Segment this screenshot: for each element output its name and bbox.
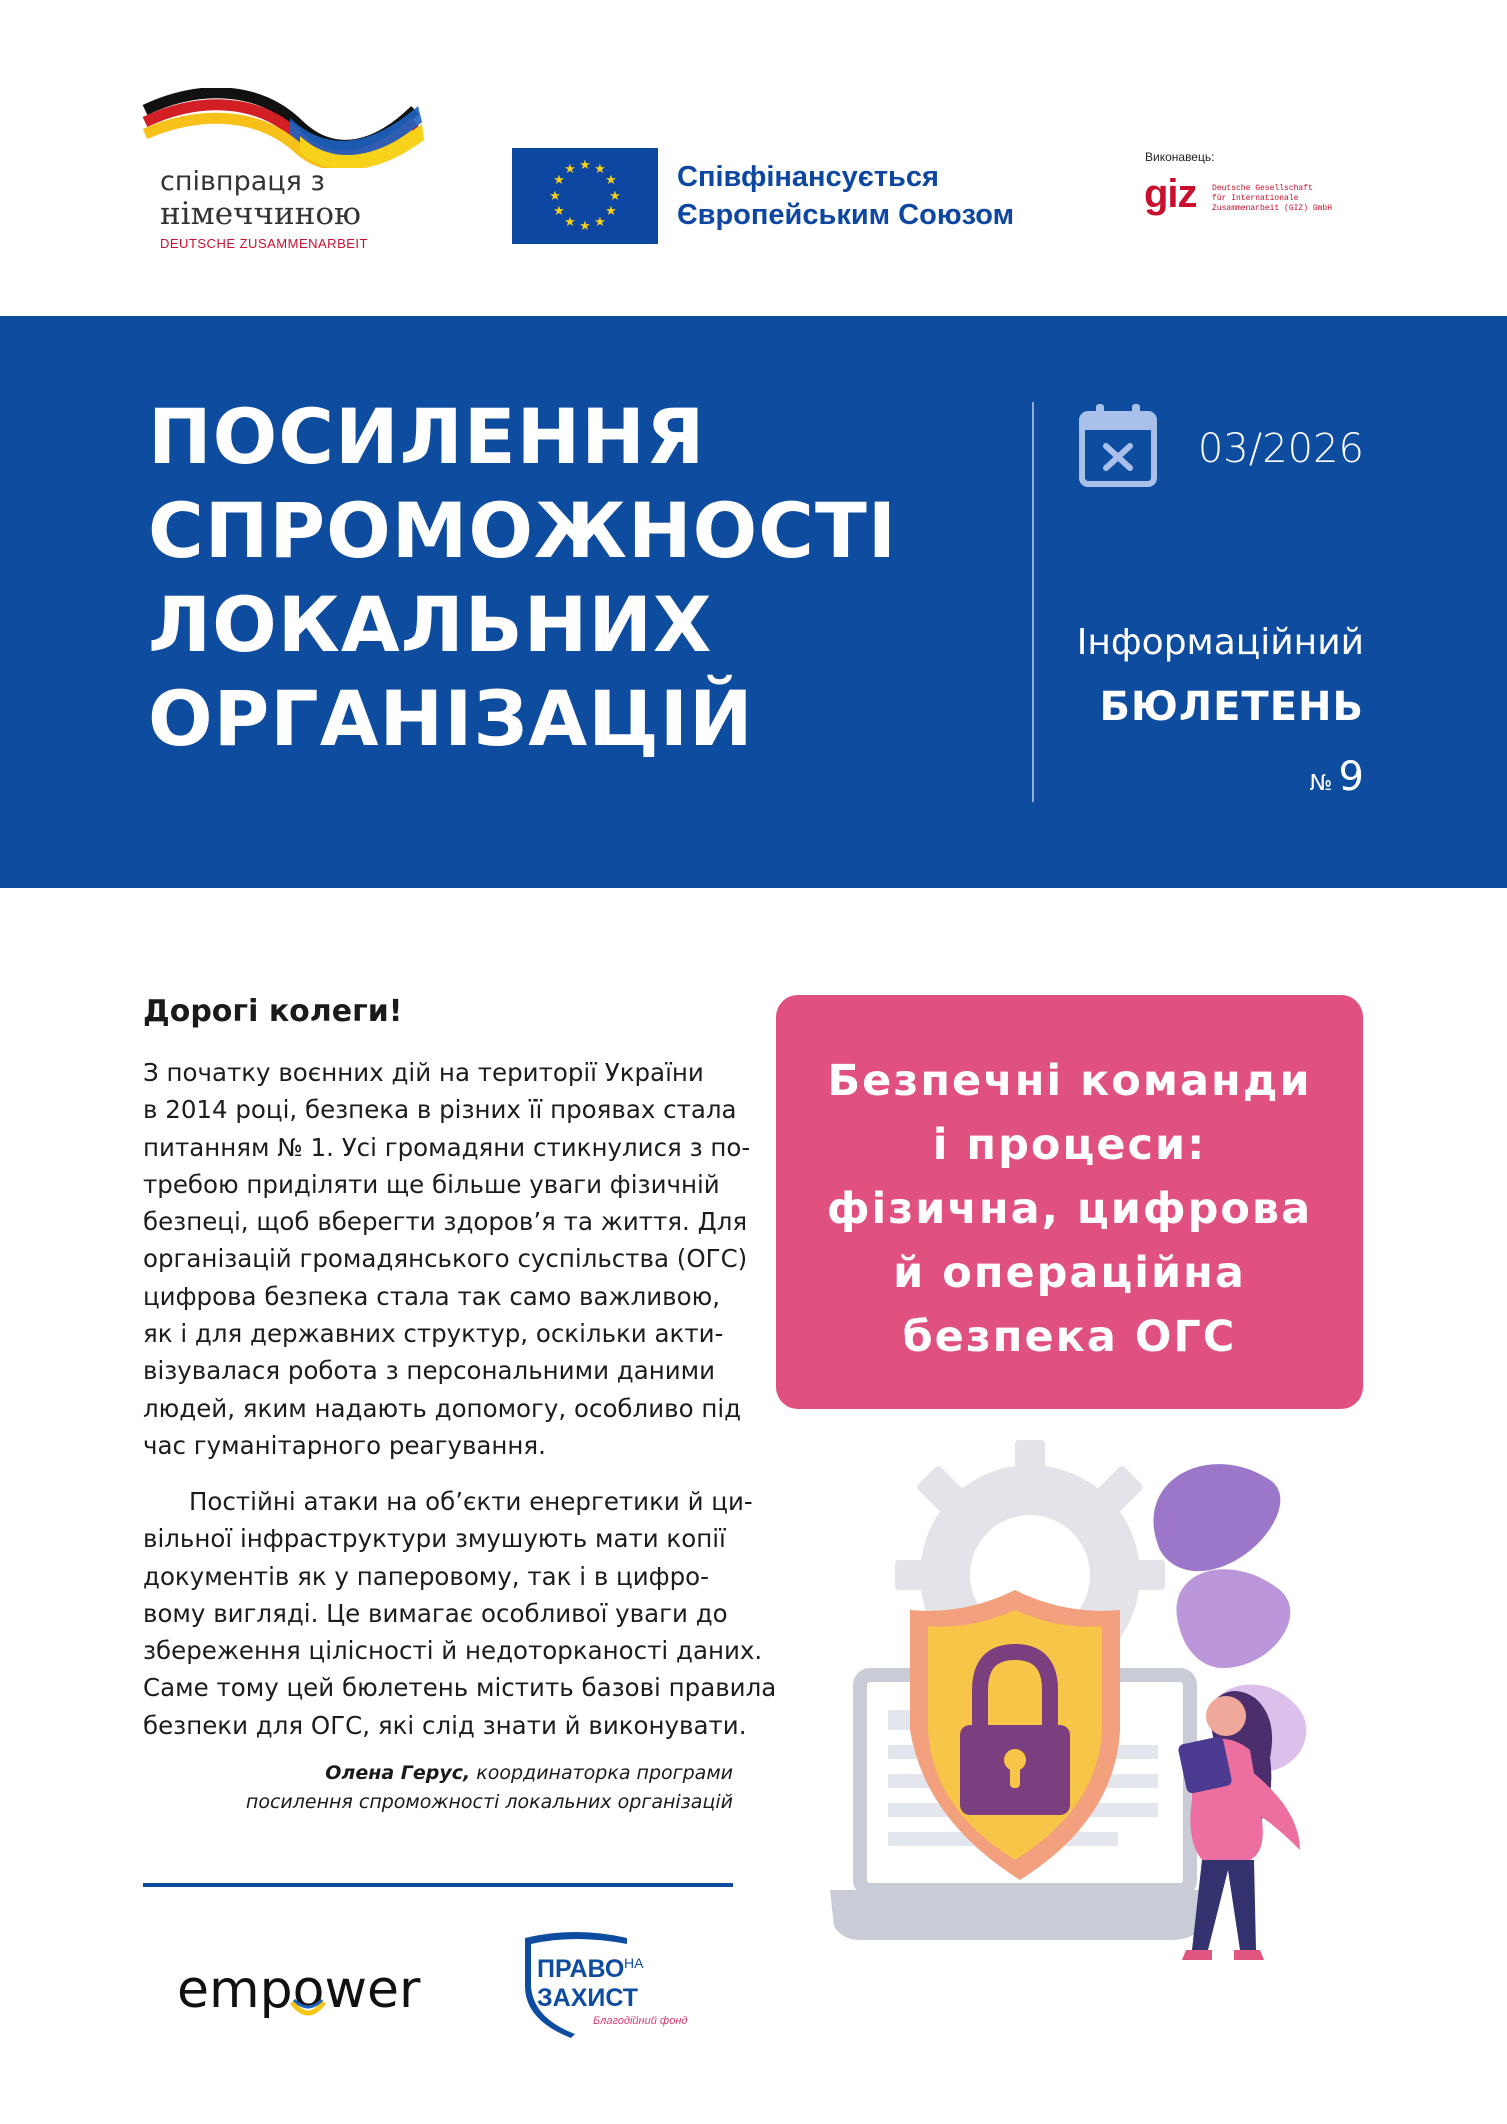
paragraph-line: вільної інфраструктури змушують мати копії (143, 1524, 726, 1554)
bulletin-title (148, 390, 1008, 766)
paragraph-line: час гуманітарного реагування. (143, 1430, 546, 1460)
title-line-2: СПРОМОЖНОСТІ (148, 486, 898, 575)
feature-title-line: безпека ОГС (902, 1312, 1237, 1362)
paragraph-line: як і для державних структур, оскільки акти- (143, 1319, 724, 1349)
paragraph-line: питанням № 1. Усі громадяни стикнулися з по- (143, 1132, 751, 1162)
banner-divider (1032, 402, 1034, 802)
pravo-na: НА (624, 1955, 644, 1971)
svg-text:★: ★ (549, 189, 561, 204)
issue-number (1310, 754, 1364, 800)
bulletin-type-line2: БЮЛЕТЕНЬ (1099, 684, 1364, 730)
german-ukrainian-ribbon-icon (140, 88, 430, 168)
svg-text:★: ★ (579, 158, 591, 173)
svg-text:★: ★ (594, 162, 606, 177)
eu-logo-line2: Європейським Союзом (677, 199, 1015, 231)
eu-logo-line1: Співфінансується (677, 161, 939, 193)
calendar-icon (1078, 402, 1158, 488)
issue-number-value: 9 (1338, 754, 1364, 800)
pravo-line1: ПРАВО (537, 1955, 625, 1983)
pravo-na-zakhyst-logo (515, 1930, 735, 2040)
security-illustration (830, 1440, 1350, 1980)
eu-logo-text (677, 158, 1014, 234)
giz-fullname (1212, 184, 1332, 214)
giz-fullname-line3: Zusammenarbeit (GIZ) GmbH (1212, 204, 1333, 213)
feature-title-line: фізична, цифрова (826, 1184, 1313, 1234)
feature-title-line: Безпечні команди (827, 1056, 1312, 1106)
title-line-3: ЛОКАЛЬНИХ (148, 580, 713, 669)
title-line-4: ОРГАНІЗАЦІЙ (148, 674, 754, 763)
paragraph-line: З початку воєнних дій на території України (143, 1058, 704, 1087)
paragraph-line: безпеки для ОГС, які слід знати й виконувати. (143, 1710, 747, 1740)
letter-paragraph-2 (143, 1483, 777, 1744)
giz-label: Виконавець: (1145, 150, 1215, 164)
paragraph-line: візувалася робота з персональними даними (143, 1356, 716, 1386)
paragraph-line: в 2014 році, безпека в різних її проявах стала (143, 1095, 737, 1125)
bulletin-type-line1: Інформаційний (1076, 622, 1364, 663)
svg-text:★: ★ (605, 204, 617, 219)
signature-line-1 (143, 1762, 733, 1784)
paragraph-line: людей, яким надають допомогу, особливо під (143, 1393, 742, 1423)
feature-box (776, 995, 1363, 1409)
feature-title (776, 1049, 1363, 1369)
letter-greeting: Дорогі колеги! (143, 994, 403, 1029)
pravo-subtitle: Благодійний фонд (593, 2015, 688, 2027)
german-logo-line2: німеччиною (160, 196, 362, 232)
svg-text:★: ★ (564, 215, 576, 230)
title-banner (0, 316, 1507, 888)
giz-fullname-line1: Deutsche Gesellschaft (1212, 184, 1313, 193)
letter-paragraph-1 (143, 1054, 751, 1464)
svg-text:★: ★ (609, 189, 621, 204)
svg-text:★: ★ (605, 173, 617, 188)
number-sign: № (1309, 771, 1333, 796)
signature-name: Олена Герус, (325, 1762, 471, 1784)
paragraph-line: Саме тому цей бюлетень містить базові правила (143, 1673, 777, 1703)
german-logo-line1: співпраця з (160, 166, 325, 197)
svg-text:★: ★ (553, 173, 565, 188)
svg-text:★: ★ (564, 162, 576, 177)
giz-fullname-line2: für Internationale (1212, 194, 1299, 203)
paragraph-line: цифрова безпека стала так само важливою, (143, 1281, 721, 1311)
eu-cofunded-logo (512, 148, 1072, 244)
pravo-line2: ЗАХИСТ (537, 1984, 639, 2012)
svg-text:★: ★ (553, 204, 565, 219)
giz-mark: giz (1144, 172, 1197, 216)
german-cooperation-logo (140, 88, 430, 258)
paragraph-line: Постійні атаки на об’єкти енергетики й ци- (189, 1487, 753, 1516)
empower-accent-icon (290, 1998, 326, 2020)
signature-role: координаторка програми (470, 1762, 733, 1784)
signature-line-2: посилення спроможності локальних організацій (245, 1791, 733, 1813)
feature-title-line: й операційна (893, 1248, 1246, 1298)
paragraph-line: організацій громадянського суспільства (ОГС) (143, 1244, 748, 1274)
eu-flag-icon (512, 148, 658, 244)
footer-divider (143, 1883, 733, 1887)
paragraph-line: вому вигляді. Це вимагає особливої уваги до (143, 1598, 728, 1628)
german-logo-line3: DEUTSCHE ZUSAMMENARBEIT (160, 236, 368, 251)
empower-logo-text: empower (177, 1960, 421, 2020)
paragraph-line: документів як у паперовому, так і в цифро- (143, 1561, 709, 1591)
issue-date: 03/2026 (1197, 426, 1364, 472)
svg-text:★: ★ (594, 215, 606, 230)
feature-title-line: і процеси: (932, 1120, 1207, 1170)
giz-logo (1140, 150, 1340, 230)
title-line-1: ПОСИЛЕННЯ (148, 392, 706, 481)
svg-text:★: ★ (579, 219, 591, 234)
paragraph-line: требою приділяти ще більше уваги фізичній (143, 1169, 720, 1199)
paragraph-line: безпеці, щоб вберегти здоров’я та життя. Для (143, 1207, 748, 1237)
paragraph-line: збереження цілісності й недоторканості даних. (143, 1636, 763, 1666)
